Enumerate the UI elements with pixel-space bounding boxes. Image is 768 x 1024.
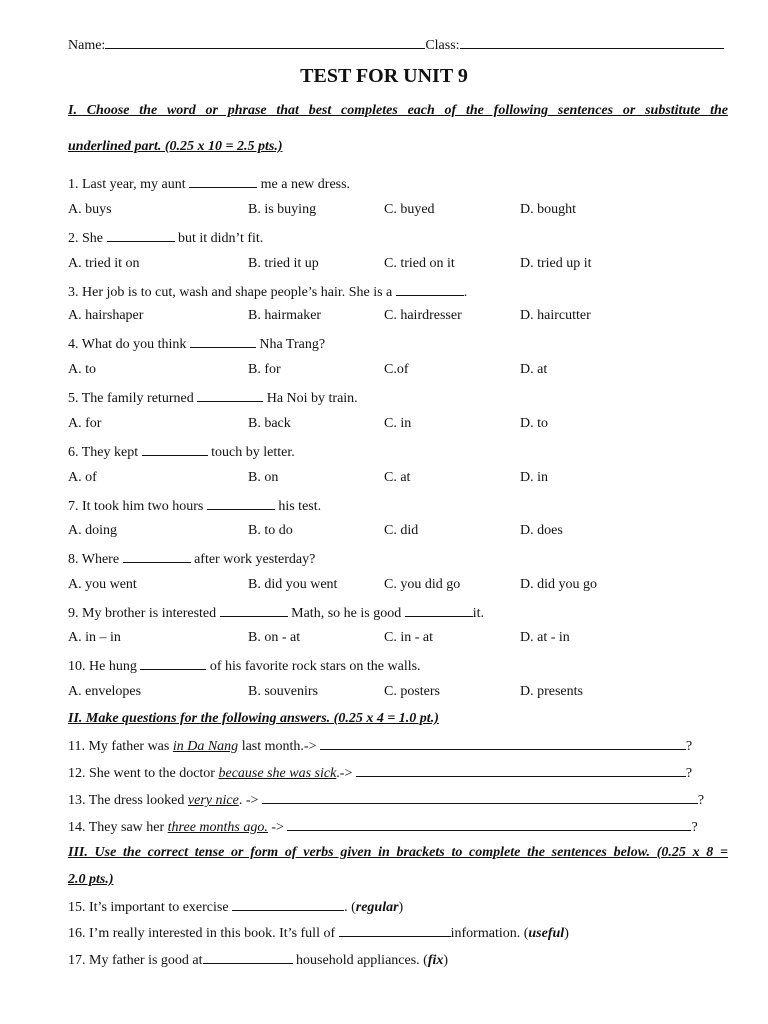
option-c[interactable]: C. in <box>384 416 412 431</box>
given-word: useful <box>528 926 565 941</box>
question-1 <box>68 175 350 193</box>
question-text: 15. It’s important to exercise <box>68 900 233 915</box>
question-9 <box>68 604 484 622</box>
question-text: but it didn’t fit. <box>174 231 264 246</box>
question-text: 9. My brother is interested <box>68 606 220 621</box>
question-16 <box>68 924 569 942</box>
option-a[interactable]: A. envelopes <box>68 684 142 699</box>
question-12 <box>68 764 692 782</box>
question-4 <box>68 335 325 353</box>
question-text: 3. Her job is to cut, wash and shape people’s hair. She is a <box>68 285 396 300</box>
option-a[interactable]: A. for <box>68 416 102 431</box>
class-label: Class: <box>425 38 460 53</box>
question-2 <box>68 229 263 247</box>
question-text: me a new dress. <box>257 177 351 192</box>
section3-heading-line1: III. Use the correct tense or form of verbs given in brackets to complete the sentences below. (0.25 x 8 = <box>68 845 728 860</box>
question-text: information. ( <box>450 926 529 941</box>
question-text: 7. It took him two hours <box>68 499 207 514</box>
option-c[interactable]: C. buyed <box>384 202 435 217</box>
answer-blank[interactable] <box>190 335 256 348</box>
answer-blank[interactable] <box>220 604 288 617</box>
question-text: 1. Last year, my aunt <box>68 177 190 192</box>
option-b[interactable]: B. tried it up <box>248 256 319 271</box>
option-d[interactable]: D. in <box>520 470 548 485</box>
question-mark: ? <box>685 766 693 781</box>
question-5 <box>68 389 358 407</box>
page-title: TEST FOR UNIT 9 <box>300 65 468 87</box>
option-b[interactable]: B. back <box>248 416 291 431</box>
option-a[interactable]: A. you went <box>68 577 137 592</box>
section2-heading: II. Make questions for the following answers. (0.25 x 4 = 1.0 pt.) <box>68 711 439 726</box>
option-a[interactable]: A. tried it on <box>68 256 140 271</box>
option-d[interactable]: D. at <box>520 362 548 377</box>
question-text: 4. What do you think <box>68 337 190 352</box>
option-b[interactable]: B. souvenirs <box>248 684 318 699</box>
question-11 <box>68 737 692 755</box>
question-10 <box>68 657 421 675</box>
question-8 <box>68 550 315 568</box>
option-b[interactable]: B. on - at <box>248 630 301 645</box>
question-text: 14. They saw her <box>68 820 168 835</box>
option-d[interactable]: D. bought <box>520 202 576 217</box>
option-d[interactable]: D. tried up it <box>520 256 592 271</box>
question-text: it. <box>472 606 484 621</box>
option-a[interactable]: A. in – in <box>68 630 121 645</box>
answer-blank[interactable] <box>189 175 257 188</box>
option-d[interactable]: D. does <box>520 523 563 538</box>
question-mark: ? <box>685 739 693 754</box>
name-blank[interactable] <box>105 36 425 49</box>
question-text: of his favorite rock stars on the walls. <box>206 659 421 674</box>
question-text: his test. <box>274 499 322 514</box>
option-b[interactable]: B. is buying <box>248 202 317 217</box>
question-text: last month.-> <box>238 739 320 754</box>
answer-blank[interactable] <box>339 924 451 937</box>
option-c[interactable]: C. hairdresser <box>384 308 462 323</box>
option-a[interactable]: A. hairshaper <box>68 308 144 323</box>
question-text: 8. Where <box>68 552 123 567</box>
question-3 <box>68 283 467 301</box>
question-text: touch by letter. <box>207 445 295 460</box>
question-text: ) <box>564 926 569 941</box>
answer-blank[interactable] <box>203 951 293 964</box>
question-mark: ? <box>691 820 698 835</box>
underlined-part: in Da Nang <box>172 739 239 754</box>
question-text: .-> <box>336 766 356 781</box>
question-text: . <box>463 285 468 300</box>
question-13 <box>68 791 704 809</box>
question-text: Ha Noi by train. <box>263 391 358 406</box>
question-text: ) <box>443 953 449 968</box>
option-c[interactable]: C. at <box>384 470 411 485</box>
class-blank[interactable] <box>460 36 724 49</box>
answer-line[interactable] <box>262 791 698 804</box>
option-d[interactable]: D. presents <box>520 684 583 699</box>
option-a[interactable]: A. doing <box>68 523 117 538</box>
answer-blank[interactable] <box>123 550 191 563</box>
option-b[interactable]: B. on <box>248 470 279 485</box>
answer-blank[interactable] <box>405 604 473 617</box>
option-d[interactable]: D. did you go <box>520 577 597 592</box>
question-mark: ? <box>697 793 705 808</box>
option-d[interactable]: D. to <box>520 416 548 431</box>
question-text: 17. My father is good at <box>68 953 203 968</box>
answer-blank[interactable] <box>142 443 208 456</box>
question-15 <box>68 898 403 916</box>
option-d[interactable]: D. haircutter <box>520 308 591 323</box>
option-b[interactable]: B. hairmaker <box>248 308 322 323</box>
question-text: . ( <box>344 900 356 915</box>
option-b[interactable]: B. to do <box>248 523 293 538</box>
question-text: 16. I’m really interested in this book. It’s full of <box>68 926 339 941</box>
answer-blank[interactable] <box>207 497 275 510</box>
underlined-part: very nice <box>187 793 239 808</box>
question-text: 13. The dress looked <box>68 793 188 808</box>
option-c[interactable]: C. in - at <box>384 630 433 645</box>
section1-heading-line1: I. Choose the word or phrase that best completes each of the following sentences or substitute the <box>68 103 728 118</box>
answer-blank[interactable] <box>140 657 206 670</box>
answer-blank[interactable] <box>396 283 464 296</box>
question-7 <box>68 497 321 515</box>
answer-blank[interactable] <box>232 898 344 911</box>
option-a[interactable]: A. to <box>68 362 96 377</box>
option-c[interactable]: C.of <box>384 362 409 377</box>
section1-heading-line2: underlined part. (0.25 x 10 = 2.5 pts.) <box>68 139 283 154</box>
option-a[interactable]: A. buys <box>68 202 112 217</box>
question-text: 12. She went to the doctor <box>68 766 219 781</box>
question-text: after work yesterday? <box>190 552 316 567</box>
option-c[interactable]: C. you did go <box>384 577 461 592</box>
question-14 <box>68 818 698 836</box>
question-text: 5. The family returned <box>68 391 198 406</box>
question-text: 11. My father was <box>68 739 173 754</box>
question-text: 10. He hung <box>68 659 141 674</box>
answer-line[interactable] <box>287 818 691 831</box>
answer-blank[interactable] <box>107 229 175 242</box>
name-label: Name: <box>68 38 106 53</box>
option-c[interactable]: C. tried on it <box>384 256 455 271</box>
option-d[interactable]: D. at - in <box>520 630 570 645</box>
question-text: ) <box>398 900 404 915</box>
question-text: household appliances. ( <box>292 953 428 968</box>
question-text: . -> <box>238 793 262 808</box>
name-field <box>68 36 724 54</box>
option-c[interactable]: C. did <box>384 523 419 538</box>
given-word: regular <box>355 900 399 915</box>
answer-line[interactable] <box>320 737 686 750</box>
option-c[interactable]: C. posters <box>384 684 440 699</box>
underlined-part: because she was sick <box>218 766 337 781</box>
question-text: 2. She <box>68 231 107 246</box>
underlined-part: three months ago. <box>167 820 268 835</box>
question-text: Math, so he is good <box>287 606 405 621</box>
question-text: 6. They kept <box>68 445 142 460</box>
answer-blank[interactable] <box>197 389 263 402</box>
option-a[interactable]: A. of <box>68 470 97 485</box>
section3-heading-line2: 2.0 pts.) <box>68 872 114 887</box>
option-b[interactable]: B. did you went <box>248 577 338 592</box>
question-text: Nha Trang? <box>255 337 326 352</box>
question-6 <box>68 443 295 461</box>
option-b[interactable]: B. for <box>248 362 281 377</box>
answer-line[interactable] <box>356 764 686 777</box>
question-text: -> <box>267 820 288 835</box>
question-17 <box>68 951 448 969</box>
given-word: fix <box>427 953 444 968</box>
